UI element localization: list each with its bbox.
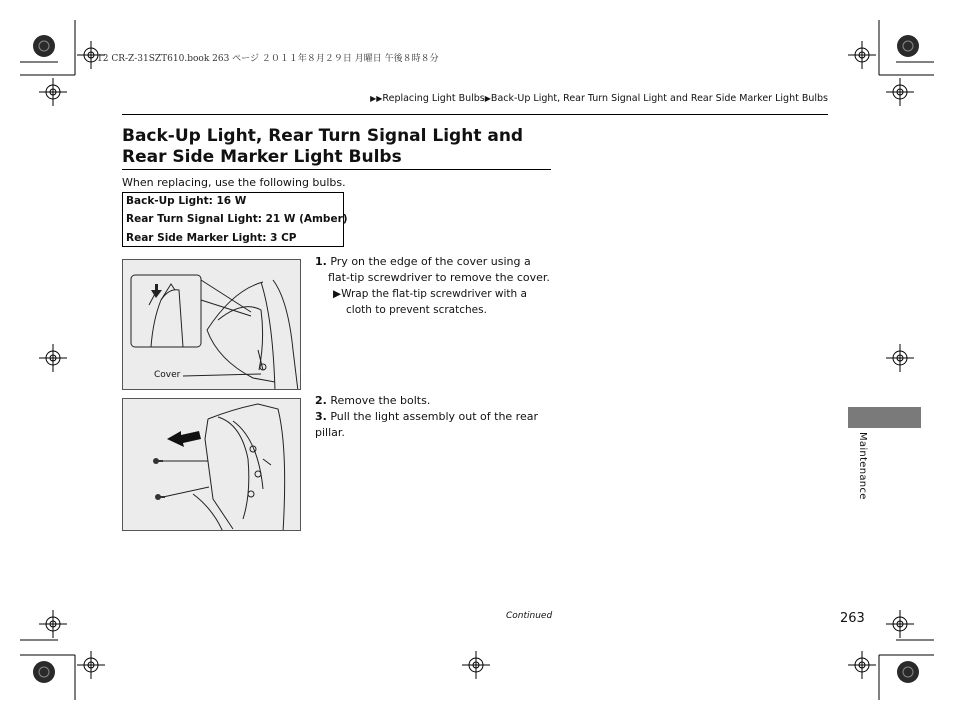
breadcrumb-arrow-icon: ▶▶ (370, 94, 383, 103)
breadcrumb-item-current: Back-Up Light, Rear Turn Signal Light and Rear Side Marker Light Bulbs (490, 93, 828, 104)
intro-text: When replacing, use the following bulbs. (122, 176, 346, 189)
step-number: 3. (315, 410, 327, 423)
step-number: 2. (315, 394, 327, 407)
step-number: 1. (315, 255, 327, 268)
bulb-spec-item: Rear Turn Signal Light: 21 W (Amber) (126, 213, 348, 225)
breadcrumb (370, 93, 828, 104)
cover-removal-illustration (123, 260, 301, 390)
light-assembly-illustration (123, 399, 301, 531)
step-text: Pull the light assembly out of the rear pillar. (315, 410, 538, 439)
header-rule (122, 114, 828, 115)
continued-note: Continued (506, 611, 553, 621)
bulb-spec-item: Rear Side Marker Light: 3 CP (126, 232, 297, 244)
step-1 (315, 254, 555, 318)
section-tab[interactable] (848, 407, 921, 428)
figure-cover-removal (122, 259, 301, 390)
breadcrumb-item-replacing[interactable]: Replacing Light Bulbs (382, 93, 485, 104)
section-label: Maintenance (857, 432, 868, 500)
bulb-spec-box (122, 192, 348, 247)
page-number: 263 (840, 611, 865, 626)
note-arrow-icon: ▶ (333, 288, 342, 300)
step-text: Remove the bolts. (330, 394, 431, 407)
step-text: Pry on the edge of the cover using a flat-tip screwdriver to remove the cover. (328, 255, 550, 284)
page-title: Back-Up Light, Rear Turn Signal Light and Rear Side Marker Light Bulbs (122, 126, 524, 167)
title-rule (122, 169, 551, 170)
step-2 (315, 393, 555, 409)
step-note: Wrap the flat-tip screwdriver with a cloth to prevent scratches. (341, 288, 527, 316)
cover-callout-label: Cover (154, 370, 181, 380)
bulb-spec-item: Back-Up Light: 16 W (126, 195, 247, 207)
breadcrumb-arrow-icon: ▶ (484, 94, 491, 103)
step-3 (315, 409, 555, 441)
figure-light-assembly (122, 398, 301, 531)
print-info: 12 CR-Z-31SZT610.book 263 ページ ２０１１年８月２９日 月曜日 午後８時８分 (97, 54, 439, 64)
